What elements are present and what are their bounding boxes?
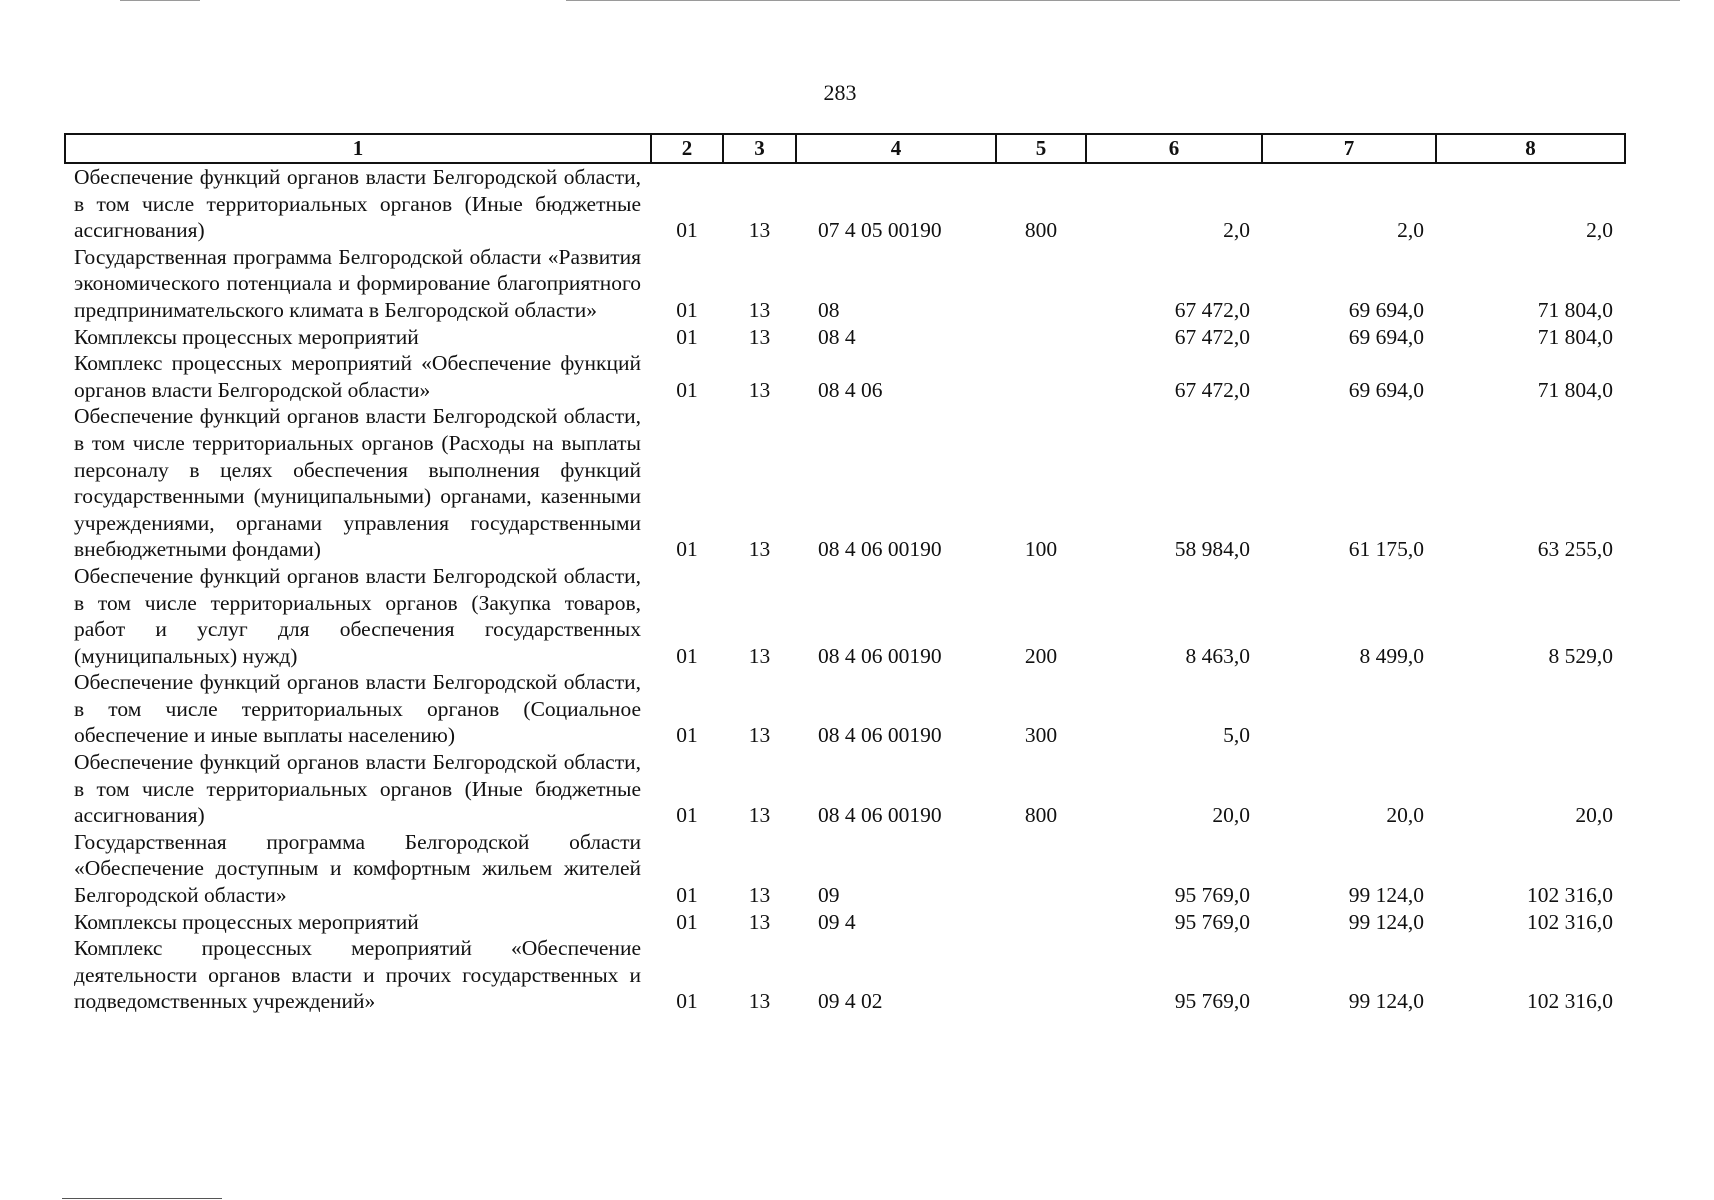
row-name: Государственная программа Белгородской области «Обеспечение доступным и комфортным жильем жителей Белгородской области» — [74, 829, 641, 908]
row-amount-6: 67 472,0 — [1174, 297, 1250, 322]
table-row — [65, 403, 1625, 563]
row-amount-8: 20,0 — [1575, 803, 1613, 828]
row-amount-7: 2,0 — [1397, 218, 1424, 243]
table-row — [65, 829, 1625, 909]
row-section: 01 — [676, 723, 698, 748]
row-expense-type: 800 — [1024, 218, 1058, 243]
table-row — [65, 909, 1625, 936]
row-expense-type — [996, 324, 1086, 351]
row-subsection: 13 — [748, 803, 771, 828]
row-amount-6: 5,0 — [1223, 723, 1250, 748]
col-header-1: 1 — [65, 134, 651, 163]
row-amount-7: 99 124,0 — [1348, 883, 1424, 908]
col-header-4: 4 — [796, 134, 996, 163]
budget-table — [64, 133, 1626, 1015]
row-subsection: 13 — [748, 723, 771, 748]
col-header-3: 3 — [723, 134, 796, 163]
row-section: 01 — [676, 218, 698, 243]
row-target-code: 08 4 06 — [818, 377, 883, 402]
row-section: 01 — [676, 297, 698, 322]
row-amount-8: 2,0 — [1586, 218, 1613, 243]
table-row — [65, 350, 1625, 403]
table-row — [65, 244, 1625, 324]
row-expense-type — [996, 244, 1086, 324]
row-amount-6: 67 472,0 — [1174, 324, 1250, 349]
row-name: Обеспечение функций органов власти Белгородской области, в том числе территориальных органов (Закупка товаров, работ и услуг для обеспечения государственных (муниципальных) нужд) — [74, 563, 641, 668]
row-subsection: 13 — [748, 537, 771, 562]
row-subsection: 13 — [748, 218, 771, 243]
row-amount-8: 8 529,0 — [1548, 643, 1613, 668]
row-section: 01 — [676, 803, 698, 828]
col-header-6: 6 — [1086, 134, 1262, 163]
row-expense-type — [996, 935, 1086, 1015]
row-target-code: 07 4 05 00190 — [818, 218, 942, 243]
row-subsection: 13 — [748, 989, 771, 1014]
row-amount-7 — [1262, 669, 1436, 749]
row-amount-8: 71 804,0 — [1537, 324, 1613, 349]
scan-edge-bottom — [62, 1198, 222, 1199]
row-target-code: 08 4 06 00190 — [818, 803, 942, 828]
row-target-code: 08 4 06 00190 — [818, 643, 942, 668]
row-amount-8: 102 316,0 — [1527, 989, 1613, 1014]
row-amount-6: 67 472,0 — [1174, 377, 1250, 402]
row-expense-type: 100 — [1024, 537, 1058, 562]
row-amount-8: 71 804,0 — [1537, 297, 1613, 322]
row-target-code: 09 4 02 — [818, 989, 883, 1014]
row-expense-type: 200 — [1024, 643, 1058, 668]
col-header-8: 8 — [1436, 134, 1625, 163]
row-expense-type: 300 — [1024, 723, 1058, 748]
row-target-code: 08 — [818, 297, 840, 322]
row-amount-8: 71 804,0 — [1537, 377, 1613, 402]
row-subsection: 13 — [748, 377, 771, 402]
row-section: 01 — [676, 537, 698, 562]
table-row — [65, 749, 1625, 829]
table-row — [65, 935, 1625, 1015]
row-section: 01 — [676, 324, 698, 349]
row-amount-7: 61 175,0 — [1348, 537, 1424, 562]
row-target-code: 09 — [818, 883, 840, 908]
row-amount-8 — [1436, 669, 1625, 749]
row-expense-type — [996, 350, 1086, 403]
row-name: Обеспечение функций органов власти Белгородской области, в том числе территориальных органов (Иные бюджетные ассигнования) — [74, 750, 641, 828]
scan-edge-top-1 — [120, 0, 200, 1]
row-name: Обеспечение функций органов власти Белгородской области, в том числе территориальных органов (Социальное обеспечение и иные выплаты населению) — [74, 670, 641, 748]
row-amount-7: 99 124,0 — [1348, 909, 1424, 934]
row-target-code: 08 4 06 00190 — [818, 723, 942, 748]
row-target-code: 08 4 06 00190 — [818, 537, 942, 562]
row-section: 01 — [676, 883, 698, 908]
row-subsection: 13 — [748, 297, 771, 322]
row-expense-type — [996, 909, 1086, 936]
row-amount-8: 102 316,0 — [1527, 883, 1613, 908]
row-section: 01 — [676, 377, 698, 402]
row-name: Комплексы процессных мероприятий — [74, 324, 419, 349]
row-name: Комплекс процессных мероприятий «Обеспечение функций органов власти Белгородской области» — [74, 351, 641, 402]
row-name: Обеспечение функций органов власти Белгородской области, в том числе территориальных органов (Иные бюджетные ассигнования) — [74, 165, 641, 243]
table-row — [65, 324, 1625, 351]
row-amount-6: 95 769,0 — [1174, 883, 1250, 908]
row-subsection: 13 — [748, 324, 771, 349]
row-subsection: 13 — [748, 883, 771, 908]
col-header-2: 2 — [651, 134, 723, 163]
row-subsection: 13 — [748, 643, 771, 668]
row-amount-6: 2,0 — [1223, 218, 1250, 243]
row-target-code: 08 4 — [818, 324, 856, 349]
row-name: Комплексы процессных мероприятий — [74, 909, 419, 934]
row-expense-type: 800 — [1024, 803, 1058, 828]
row-amount-7: 69 694,0 — [1348, 377, 1424, 402]
row-name: Обеспечение функций органов власти Белгородской области, в том числе территориальных органов (Расходы на выплаты персоналу в целях обеспечения выполнения функций государственными (муниципальными) органами, казенными учреждениями, органами управления государственными внебюджетными фондами) — [74, 404, 641, 562]
row-amount-6: 95 769,0 — [1174, 989, 1250, 1014]
row-amount-7: 69 694,0 — [1348, 297, 1424, 322]
row-target-code: 09 4 — [818, 909, 856, 934]
row-section: 01 — [676, 989, 698, 1014]
header-row — [65, 134, 1625, 163]
row-amount-8: 63 255,0 — [1537, 537, 1613, 562]
row-amount-6: 8 463,0 — [1185, 643, 1250, 668]
row-amount-8: 102 316,0 — [1527, 909, 1613, 934]
row-amount-6: 95 769,0 — [1174, 909, 1250, 934]
row-amount-6: 20,0 — [1212, 803, 1250, 828]
row-section: 01 — [676, 643, 698, 668]
col-header-7: 7 — [1262, 134, 1436, 163]
scan-edge-top-2 — [566, 0, 1566, 1]
row-amount-7: 69 694,0 — [1348, 324, 1424, 349]
row-amount-6: 58 984,0 — [1174, 537, 1250, 562]
col-header-5: 5 — [996, 134, 1086, 163]
scan-edge-top-3 — [1530, 0, 1680, 1]
page-number: 283 — [823, 80, 857, 105]
row-name: Государственная программа Белгородской области «Развития экономического потенциала и формирование благоприятного предпринимательского климата в Белгородской области» — [74, 244, 641, 322]
row-section: 01 — [676, 909, 698, 934]
row-amount-7: 99 124,0 — [1348, 989, 1424, 1014]
row-subsection: 13 — [748, 909, 771, 934]
table-row — [65, 669, 1625, 749]
row-amount-7: 20,0 — [1386, 803, 1424, 828]
row-amount-7: 8 499,0 — [1359, 643, 1424, 668]
row-name: Комплекс процессных мероприятий «Обеспечение деятельности органов власти и прочих государственных и подведомственных учреждений» — [74, 936, 641, 1014]
table-row — [65, 563, 1625, 669]
table-row — [65, 163, 1625, 244]
row-expense-type — [996, 829, 1086, 909]
